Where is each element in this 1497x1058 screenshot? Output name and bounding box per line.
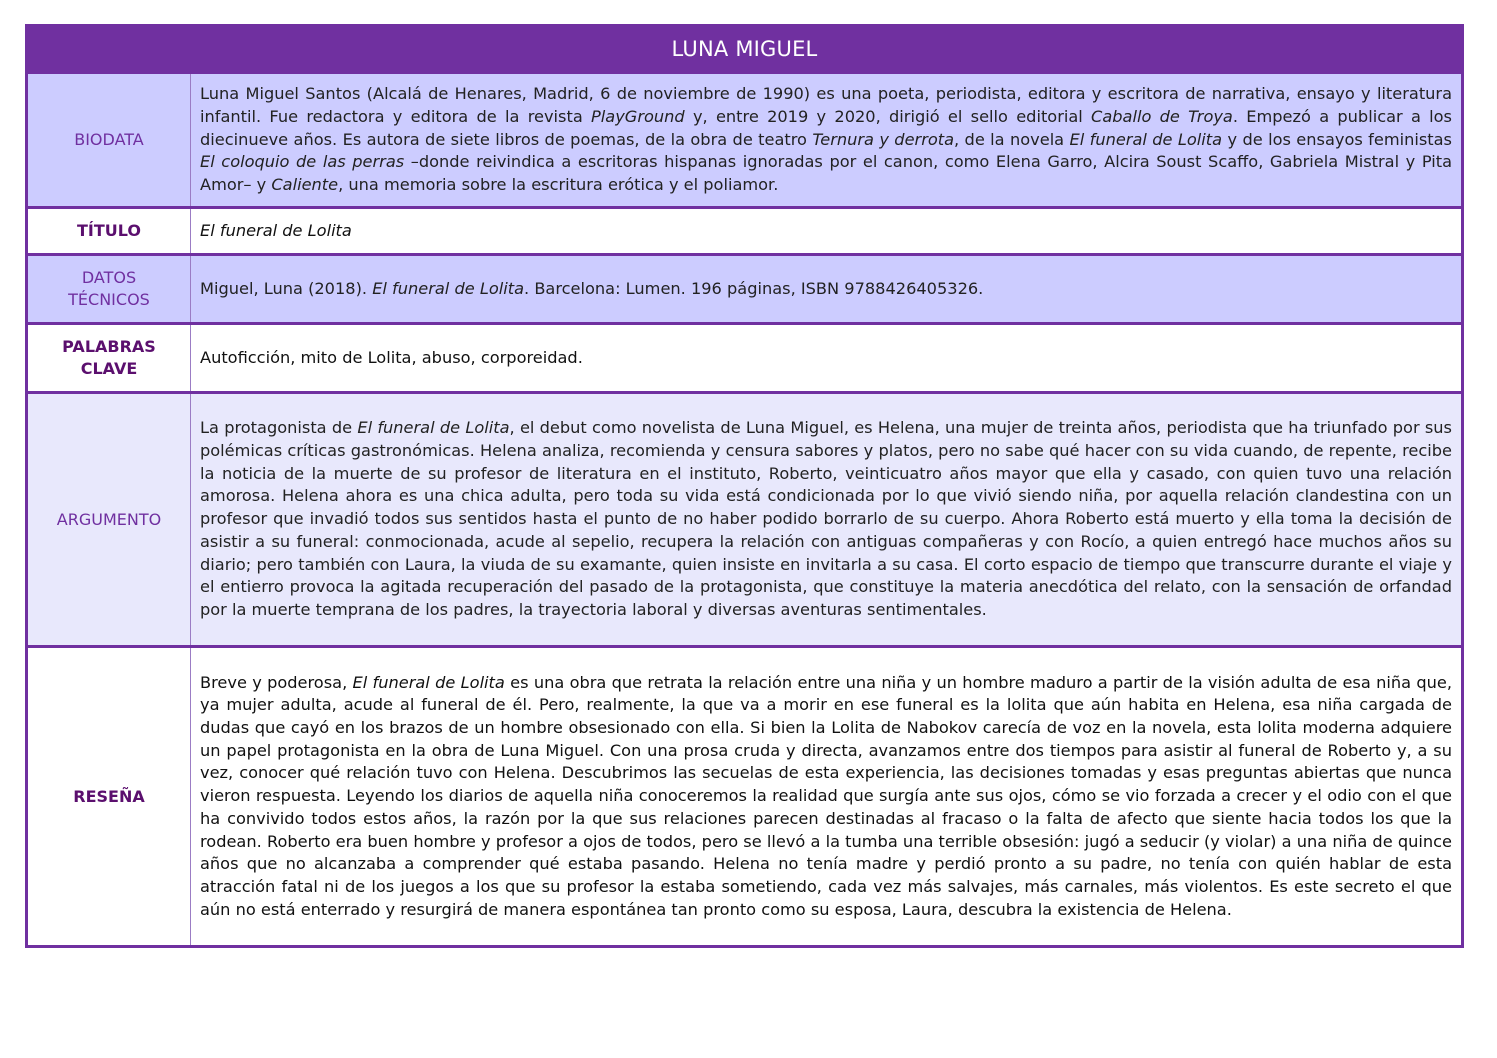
row-argumento [28, 394, 1461, 648]
row-biodata [28, 74, 1461, 209]
label-resena: RESEÑA [28, 648, 191, 945]
content-datos-tecnicos: Miguel, Luna (2018). El funeral de Lolita. Barcelona: Lumen. 196 páginas, ISBN 9788426405326. [200, 278, 984, 298]
content-resena: Breve y poderosa, El funeral de Lolita es una obra que retrata la relación entre una niña y un hombre maduro a partir de la visión adulta de esa niña que, ya mujer adulta, acude al funeral de él. Pero, realmente, la que va a morir en ese funeral es la lolita que aún habita en Helena, esa niña cargada de dudas que cayó en los brazos de un hombre obsesionado con ella. Si bien la Lolita de Nabokov carecía de voz en la novela, esta lolita moderna adquiere un papel protagonista en la obra de Luna Miguel. Con una prosa cruda y directa, avanzamos entre dos tiempos para asistir al funeral de Roberto y, a su vez, conocer qué relación tuvo con Helena. Descubrimos las secuelas de esta experiencia, las decisiones tomadas y esas preguntas abiertas que nunca vieron respuesta. Leyendo los diarios de aquella niña conoceremos la realidad que surgía ante sus ojos, cómo se vio forzada a crecer y el odio con el que ha convivido todos estos años, la razón por la que sus relaciones parecen destinadas al fracaso o la falta de afecto que siente hacia todos los que la rodean. Roberto era buen hombre y profesor a ojos de todos, pero se llevó a la tumba una terrible obsesión: jugó a seducir (y violar) a una niña de quince años que no alcanzaba a comprender qué estaba pasando. Helena no tenía madre y perdió pronto a su padre, no tenía con quién hablar de esta atracción fatal ni de los juegos a los que su profesor la estaba sometiendo, cada vez más salvajes, más carnales, más violentos. Es este secreto el que aún no está enterrado y resurgirá de manera espontánea tan pronto como su esposa, Laura, descubra la existencia de Helena. [200, 672, 1452, 919]
book-title: El funeral de Lolita [200, 220, 352, 240]
label-biodata: BIODATA [28, 74, 191, 206]
label-palabras-clave: PALABRAS CLAVE [28, 325, 191, 391]
book-record-table [25, 24, 1464, 948]
row-palabras-clave [28, 325, 1461, 394]
row-resena [28, 648, 1461, 945]
content-palabras-clave: Autoficción, mito de Lolita, abuso, corporeidad. [200, 347, 583, 367]
page-title: LUNA MIGUEL [28, 27, 1461, 74]
content-biodata: Luna Miguel Santos (Alcalá de Henares, Madrid, 6 de noviembre de 1990) es una poeta, periodista, editora y escritora de narrativa, ensayo y literatura infantil. Fue redactora y editora de la revista PlayGround y, entre 2019 y 2020, dirigió el sello editorial Caballo de Troya. Empezó a publicar a los diecinueve años. Es autora de siete libros de poemas, de la obra de teatro Ternura y derrota, de la novela El funeral de Lolita y de los ensayos feministas El coloquio de las perras –donde reivindica a escritoras hispanas ignoradas por el canon, como Elena Garro, Alcira Soust Scaffo, Gabriela Mistral y Pita Amor– y Caliente, una memoria sobre la escritura erótica y el poliamor. [200, 84, 1452, 195]
label-titulo: TÍTULO [28, 209, 191, 253]
label-argumento: ARGUMENTO [28, 394, 191, 645]
row-datos-tecnicos [28, 256, 1461, 325]
row-titulo [28, 209, 1461, 256]
label-datos-tecnicos: DATOS TÉCNICOS [28, 256, 191, 322]
content-argumento: La protagonista de El funeral de Lolita, el debut como novelista de Luna Miguel, es Helena, una mujer de treinta años, periodista que ha triunfado por sus polémicas críticas gastronómicas. Helena analiza, recomienda y censura sabores y platos, pero no sabe qué hacer con su vida cuando, de repente, recibe la noticia de la muerte de su profesor de literatura en el instituto, Roberto, veinticuatro años mayor que ella y casado, con quien tuvo una relación amorosa. Helena ahora es una chica adulta, pero toda su vida está condicionada por lo que vivió siendo niña, por aquella relación clandestina con un profesor que invadió todos sus sentidos hasta el punto de no haber podido borrarlo de su cuerpo. Ahora Roberto está muerto y ella toma la decisión de asistir a su funeral: conmocionada, acude al sepelio, recupera la relación con antiguas compañeras y con Rocío, a quien entregó hace muchos años su diario; pero también con Laura, la viuda de su examante, quien insiste en invitarla a su casa. El corto espacio de tiempo que transcurre durante el viaje y el entierro provoca la agitada recuperación del pasado de la protagonista, que constituye la materia anecdótica del relato, con la sensación de orfandad por la muerte temprana de los padres, la trayectoria laboral y diversas aventuras sentimentales. [200, 418, 1452, 619]
content-titulo [191, 209, 1461, 253]
